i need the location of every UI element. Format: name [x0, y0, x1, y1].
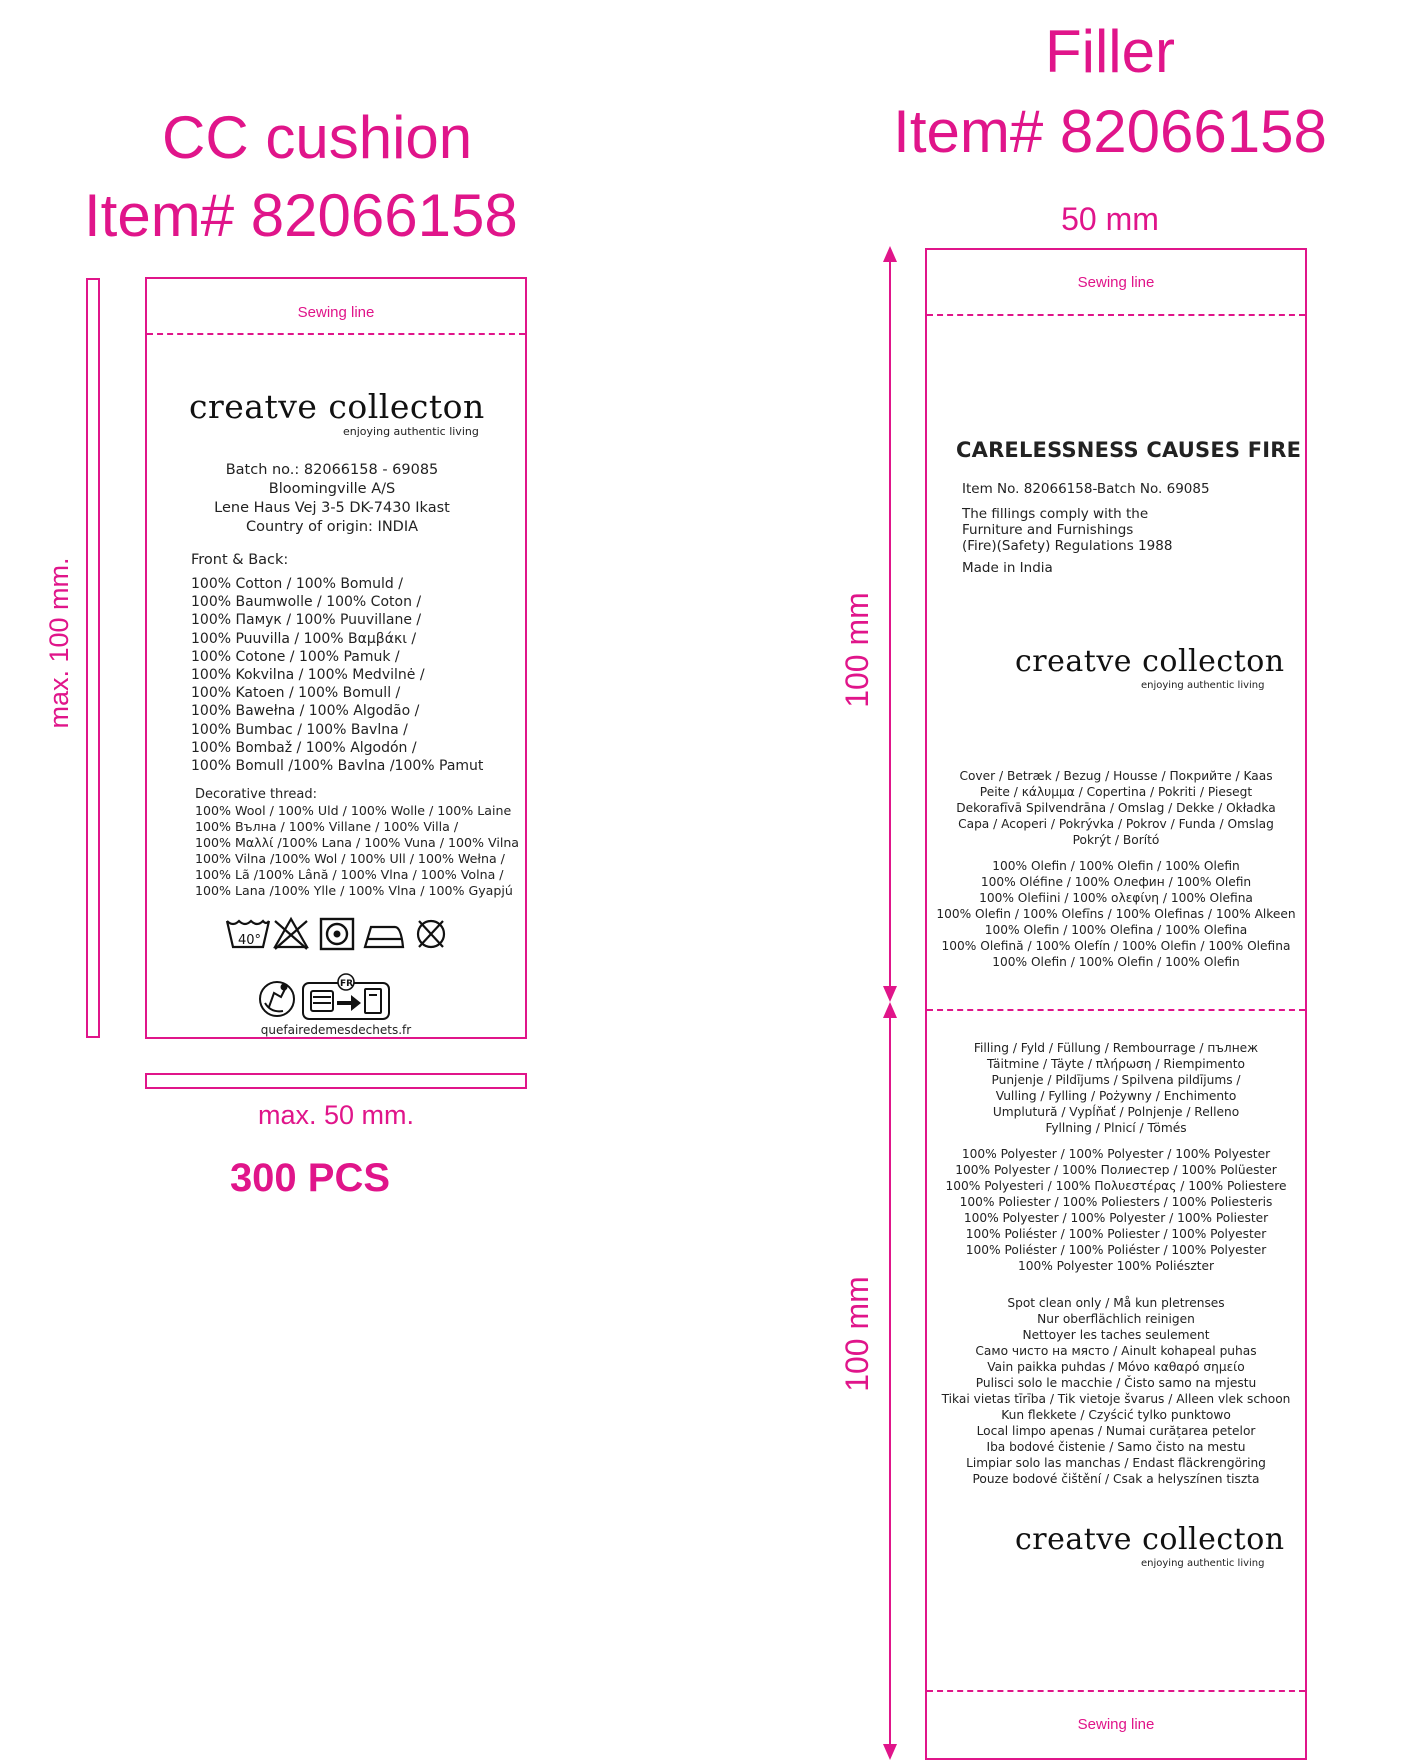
compliance-line: (Fire)(Safety) Regulations 1988 — [962, 538, 1173, 554]
address-block — [187, 461, 477, 537]
care-symbols — [225, 915, 465, 955]
left-width-dim: max. 50 mm. — [257, 1100, 415, 1130]
decorative-composition — [195, 803, 519, 899]
compliance-line: The fillings comply with the — [962, 506, 1149, 522]
right-title-line2: Item# 82066158 — [893, 98, 1327, 165]
polyester-composition — [927, 1146, 1305, 1274]
batch-no: Batch no.: 82066158 - 69085 — [225, 462, 439, 478]
wash-temp: 40° — [238, 933, 262, 948]
no-bleach-icon — [275, 919, 307, 949]
spot-clean-line: Local limpo apenas / Numai curățarea petelor — [976, 1424, 1256, 1438]
brand-tagline-top: enjoying authentic living — [1141, 680, 1265, 691]
spot-clean-line: Само чисто на място / Ainult kohapeal puhas — [975, 1344, 1257, 1358]
spot-clean-line: Spot clean only / Må kun pletrenses — [1007, 1296, 1225, 1310]
company-address: Lene Haus Vej 3-5 DK-7430 Ikast — [214, 500, 450, 516]
fold-line — [927, 1009, 1305, 1011]
triman-icon — [260, 982, 294, 1016]
olefin-line: 100% Olefin / 100% Olefin / 100% Olefin — [992, 859, 1240, 873]
spot-clean-line: Iba bodové čistenie / Samo čisto na mestu — [986, 1440, 1246, 1454]
right-title-line1: Filler — [1045, 18, 1175, 85]
compliance-text — [962, 506, 1172, 554]
olefin-line: 100% Olefin / 100% Olefina / 100% Olefina — [984, 923, 1248, 937]
filling-translations — [927, 1040, 1305, 1136]
sorting-website: quefairedemesdechets.fr — [260, 1023, 412, 1037]
filling-line: Vulling / Fylling / Pożywny / Enchimento — [995, 1089, 1237, 1103]
fire-warning: CARELESSNESS CAUSES FIRE — [956, 438, 1302, 462]
right-width-dim: 50 mm — [1061, 201, 1159, 237]
brand-logo: creatve collecton — [189, 387, 485, 426]
polyester-line: 100% Poliéster / 100% Poliester / 100% Polyester — [965, 1227, 1267, 1241]
filling-line: Täitmine / Täyte / πλήρωση / Riempimento — [986, 1057, 1246, 1071]
decorative-line: 100% Вълна / 100% Villane / 100% Villa / — [195, 819, 459, 834]
spot-clean-line: Pouze bodové čištění / Csak a helyszínen tiszta — [972, 1472, 1260, 1486]
decorative-line: 100% Lana /100% Ylle / 100% Vlna / 100% Gyapjú — [195, 883, 513, 898]
composition-line: 100% Baumwolle / 100% Coton / — [191, 594, 422, 611]
composition-line: 100% Памук / 100% Puuvillane / — [191, 612, 422, 629]
compliance-line: Furniture and Furnishings — [962, 522, 1134, 538]
olefin-line: 100% Olefiini / 100% ολεφίνη / 100% Olefina — [979, 891, 1253, 905]
olefin-composition — [927, 858, 1305, 970]
front-back-heading: Front & Back: — [191, 552, 289, 568]
width-dimension-strip — [145, 1073, 527, 1089]
left-title-line2: Item# 82066158 — [84, 182, 518, 249]
composition-line: 100% Bomull /100% Bavlna /100% Pamut — [191, 758, 484, 775]
spot-clean-line: Nur oberflächlich reinigen — [1037, 1312, 1195, 1326]
decorative-line: 100% Wool / 100% Uld / 100% Wolle / 100% Laine — [195, 803, 512, 818]
cover-line: Cover / Betræk / Bezug / Housse / Покрийте / Kaas — [959, 769, 1273, 783]
composition-line: 100% Bombaž / 100% Algodón / — [191, 739, 417, 756]
spot-clean-line: Pulisci solo le macchie / Čisto samo na mjestu — [975, 1376, 1257, 1390]
front-back-composition — [191, 575, 483, 775]
brand-tagline: enjoying authentic living — [343, 425, 479, 438]
cover-line: Pokrýt / Borító — [1072, 833, 1160, 847]
height-dimension-strip — [86, 278, 100, 1038]
composition-line: 100% Cotton / 100% Bomuld / — [191, 576, 403, 592]
cover-line: Capa / Acoperi / Pokrývka / Pokrov / Funda / Omslag — [958, 817, 1274, 831]
decorative-line: 100% Vilna /100% Wol / 100% Ull / 100% Wełna / — [195, 851, 505, 866]
height-arrows — [870, 246, 910, 1760]
olefin-line: 100% Olefin / 100% Olefīns / 100% Olefinas / 100% Alkeen — [936, 907, 1296, 921]
spot-clean-line: Tikai vietas tīrība / Tik vietoje švarus / Alleen vlek schoon — [941, 1392, 1291, 1406]
polyester-line: 100% Poliéster / 100% Poliéster / 100% Polyester — [965, 1243, 1267, 1257]
cover-line: Peite / κάλυμμα / Copertina / Pokriti / Piesegt — [979, 785, 1253, 799]
brand-logo-top: creatve collecton — [1015, 644, 1285, 679]
polyester-line: 100% Poliester / 100% Poliesters / 100% Poliesteris — [959, 1195, 1273, 1209]
left-title-line1: CC cushion — [162, 104, 473, 171]
fr-badge: FR — [340, 979, 354, 989]
polyester-line: 100% Polyester / 100% Polyester / 100% Poliester — [963, 1211, 1269, 1225]
composition-line: 100% Katoen / 100% Bomull / — [191, 685, 401, 702]
composition-line: 100% Bumbac / 100% Bavlna / — [191, 721, 408, 738]
decorative-heading: Decorative thread: — [195, 787, 317, 802]
country-of-origin: Country of origin: INDIA — [245, 519, 419, 535]
spot-clean-line: Limpiar solo las manchas / Endast fläckrengöring — [966, 1456, 1266, 1470]
sewing-line-label: Sewing line — [297, 304, 375, 321]
spot-clean-line: Vain paikka puhdas / Μόνο καθαρό σημείο — [987, 1360, 1245, 1374]
left-height-dim: max. 100 mm. — [44, 557, 74, 729]
made-in: Made in India — [962, 560, 1053, 576]
polyester-line: 100% Polyester / 100% Polyester / 100% Polyester — [961, 1147, 1271, 1161]
composition-line: 100% Cotone / 100% Pamuk / — [191, 648, 400, 665]
olefin-line: 100% Olefină / 100% Olefín / 100% Olefin / 100% Olefina — [941, 939, 1291, 953]
right-height-dim-bottom: 100 mm — [839, 1276, 875, 1392]
filler-label — [925, 248, 1307, 1760]
cover-translations — [927, 768, 1305, 848]
spot-clean-line: Nettoyer les taches seulement — [1022, 1328, 1210, 1342]
sewing-line-bottom — [927, 1690, 1305, 1692]
sewing-line — [147, 333, 525, 335]
company-name: Bloomingville A/S — [268, 481, 396, 497]
polyester-line: 100% Polyester / 100% Полиестер / 100% Polüester — [955, 1163, 1277, 1177]
sewing-line-bottom-label: Sewing line — [1077, 1716, 1155, 1733]
quantity: 300 PCS — [229, 1156, 391, 1200]
composition-line: 100% Puuvilla / 100% Βαμβάκι / — [191, 630, 417, 647]
cushion-label — [145, 277, 527, 1039]
olefin-line: 100% Oléfine / 100% Олефин / 100% Olefin — [980, 875, 1252, 889]
iron-icon — [365, 927, 403, 947]
filling-line: Punjenje / Pildījums / Spilvena pildījums / — [991, 1073, 1241, 1087]
right-height-dim-top: 100 mm — [839, 592, 875, 708]
sewing-line-top-label: Sewing line — [1077, 274, 1155, 291]
polyester-line: 100% Polyester 100% Poliészter — [1017, 1259, 1215, 1273]
no-dry-clean-icon — [418, 921, 444, 947]
olefin-line: 100% Olefin / 100% Olefin / 100% Olefin — [992, 955, 1240, 969]
decorative-line: 100% Lã /100% Lână / 100% Vlna / 100% Volna / — [195, 867, 504, 882]
decorative-line: 100% Μαλλί /100% Lana / 100% Vuna / 100% Vilna — [195, 835, 520, 850]
spot-clean-line: Kun flekkete / Czyścić tylko punktowo — [1001, 1408, 1231, 1422]
polyester-line: 100% Polyesteri / 100% Πολυεστέρας / 100% Poliestere — [945, 1179, 1287, 1193]
spot-clean-instructions — [927, 1295, 1305, 1487]
composition-line: 100% Kokvilna / 100% Medvilnė / — [191, 667, 425, 684]
item-batch: Item No. 82066158-Batch No. 69085 — [962, 481, 1210, 497]
sewing-line-top — [927, 314, 1305, 316]
recycling-info — [257, 973, 427, 1021]
brand-tagline-bottom: enjoying authentic living — [1141, 1558, 1265, 1569]
cover-line: Dekorafīvā Spilvendrāna / Omslag / Dekke / Okładka — [956, 801, 1276, 815]
filling-line: Fyllning / Plnicí / Tömés — [1045, 1121, 1187, 1135]
filling-line: Umplutură / Vypĺňať / Polnjenje / Relleno — [992, 1105, 1240, 1119]
filling-line: Filling / Fyld / Füllung / Rembourrage / пълнеж — [973, 1041, 1259, 1055]
composition-line: 100% Bawełna / 100% Algodão / — [191, 703, 420, 720]
brand-logo-bottom: creatve collecton — [1015, 1522, 1285, 1557]
